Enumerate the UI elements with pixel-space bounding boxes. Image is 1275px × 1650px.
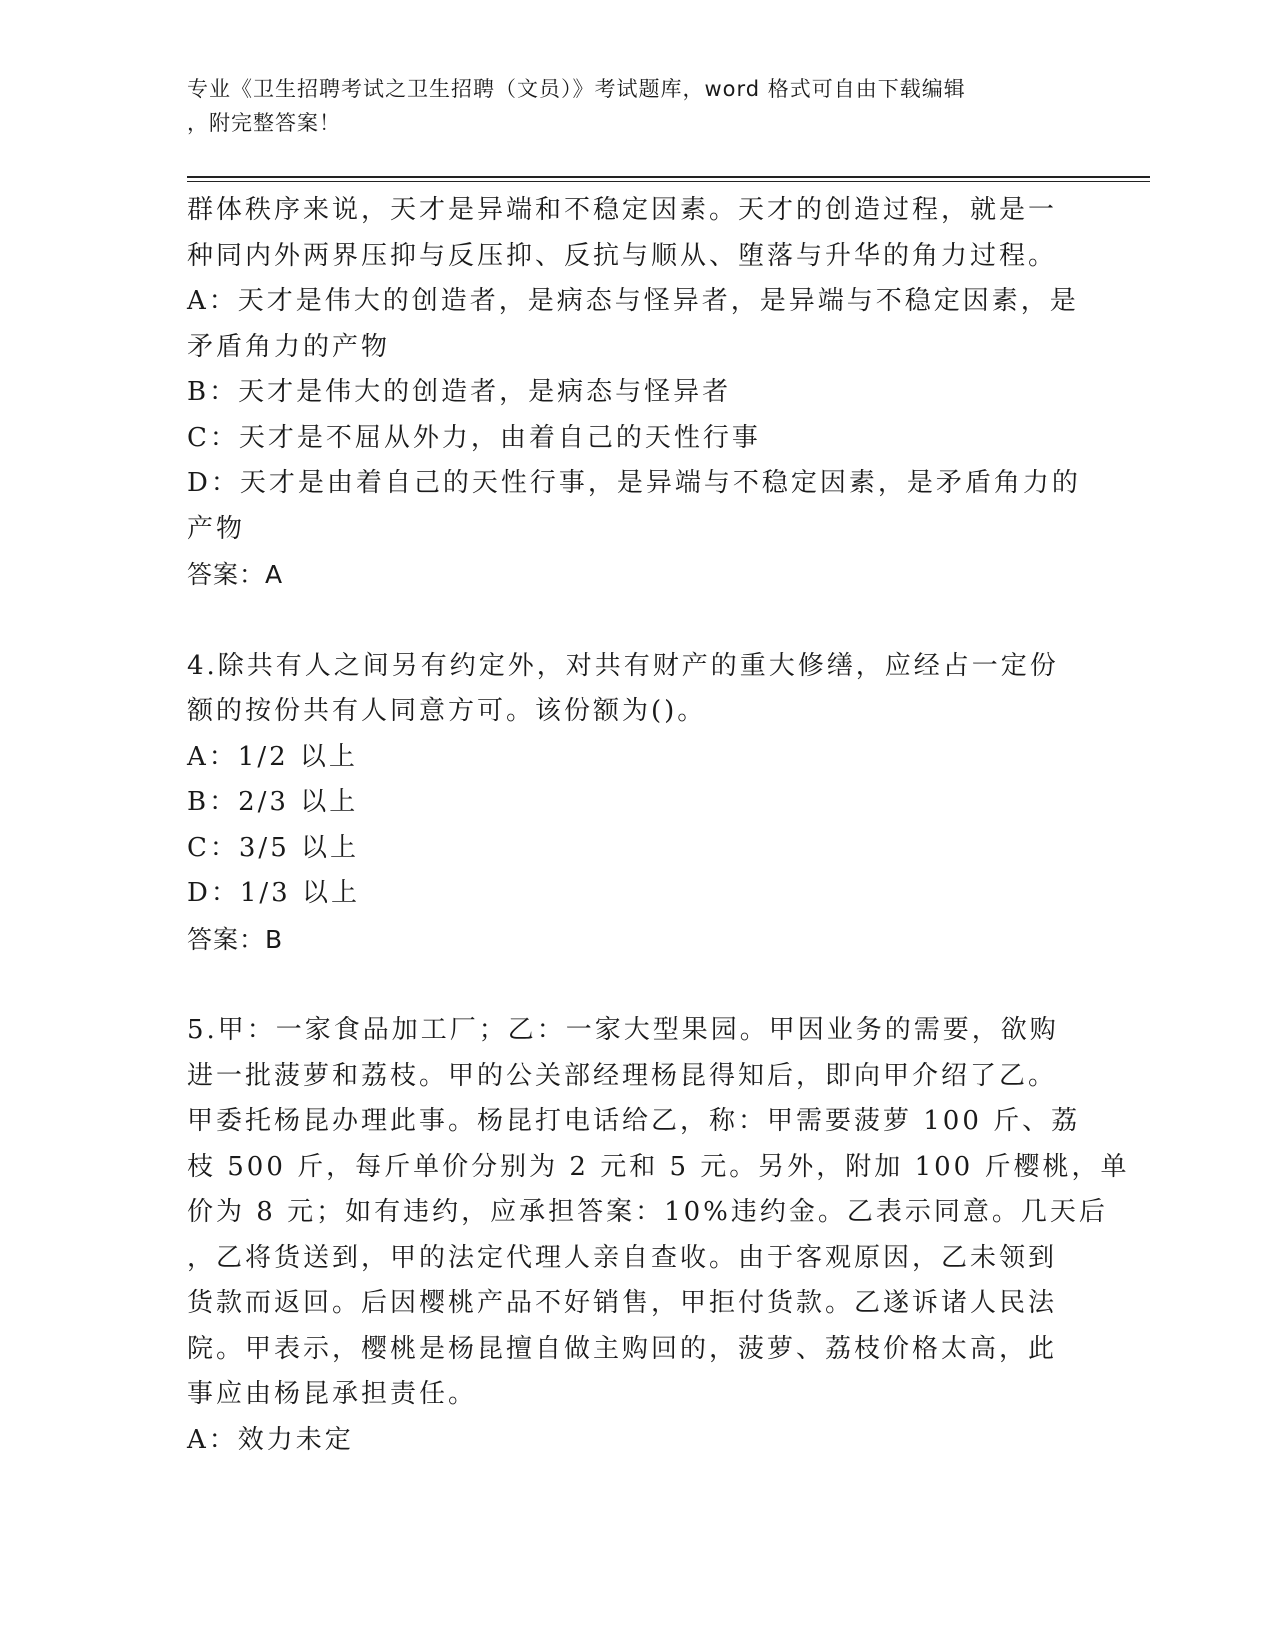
option-d-continued: 产物 xyxy=(187,513,246,544)
question-spacer xyxy=(187,962,1087,1008)
question-stem-line: 5.甲：一家食品加工厂；乙：一家大型果园。甲因业务的需要，欲购 xyxy=(187,1015,1059,1045)
option-b: B：天才是伟大的创造者，是病态与怪异者 xyxy=(187,377,732,407)
option-a-continued: 矛盾角力的产物 xyxy=(187,331,391,362)
question-stem-line: 群体秩序来说，天才是异端和不稳定因素。天才的创造过程，就是一 xyxy=(187,195,1058,225)
header-divider-thin xyxy=(187,181,1150,182)
header-title-line: 专业《卫生招聘考试之卫生招聘（文员）》考试题库，word 格式可自由下载编辑 xyxy=(187,77,966,101)
answer-label: 答案：A xyxy=(187,560,284,589)
question-stem-line: 货款而返回。后因樱桃产品不好销售，甲拒付货款。乙遂诉诸人民法 xyxy=(187,1288,1058,1318)
question-5 xyxy=(187,1008,1130,1463)
question-stem-line: 进一批菠萝和荔枝。甲的公关部经理杨昆得知后，即向甲介绍了乙。 xyxy=(187,1060,1058,1091)
option-c: C：天才是不屈从外力，由着自己的天性行事 xyxy=(187,422,761,453)
document-body xyxy=(187,188,1130,1463)
question-3 xyxy=(187,188,1087,598)
question-stem-line: 院。甲表示，樱桃是杨昆擅自做主购回的，菠萝、荔枝价格太高，此 xyxy=(187,1333,1058,1364)
option-a: A：效力未定 xyxy=(187,1424,354,1455)
question-stem-line: ，乙将货送到，甲的法定代理人亲自查收。由于客观原因，乙未领到 xyxy=(187,1242,1058,1273)
option-d: D：天才是由着自己的天性行事，是异端与不稳定因素，是矛盾角力的 xyxy=(187,468,1081,498)
option-d: D：1/3 以上 xyxy=(187,878,360,908)
question-stem-line: 额的按份共有人同意方可。该份额为()。 xyxy=(187,696,707,726)
option-a: A：1/2 以上 xyxy=(187,741,358,772)
question-stem-line: 枝 500 斤，每斤单价分别为 2 元和 5 元。另外，附加 100 斤樱桃，单 xyxy=(187,1151,1130,1182)
answer-label: 答案：B xyxy=(187,924,284,954)
header-divider xyxy=(187,176,1150,178)
page-header xyxy=(187,72,1067,140)
question-spacer xyxy=(187,598,1087,644)
option-b: B：2/3 以上 xyxy=(187,787,359,817)
question-4 xyxy=(187,644,1087,963)
question-stem-line: 甲委托杨昆办理此事。杨昆打电话给乙，称：甲需要菠萝 100 斤、荔 xyxy=(187,1106,1081,1136)
question-stem-line: 4.除共有人之间另有约定外，对共有财产的重大修缮，应经占一定份 xyxy=(187,650,1059,681)
question-stem-line: 种同内外两界压抑与反压抑、反抗与顺从、堕落与升华的角力过程。 xyxy=(187,240,1058,271)
question-stem-line: 事应由杨昆承担责任。 xyxy=(187,1379,478,1409)
option-a: A：天才是伟大的创造者，是病态与怪异者，是异端与不稳定因素，是 xyxy=(187,286,1079,316)
header-title-line-continued: ，附完整答案！ xyxy=(187,111,341,135)
question-stem-line: 价为 8 元；如有违约，应承担答案：10%违约金。乙表示同意。几天后 xyxy=(187,1197,1108,1227)
option-c: C：3/5 以上 xyxy=(187,832,360,863)
